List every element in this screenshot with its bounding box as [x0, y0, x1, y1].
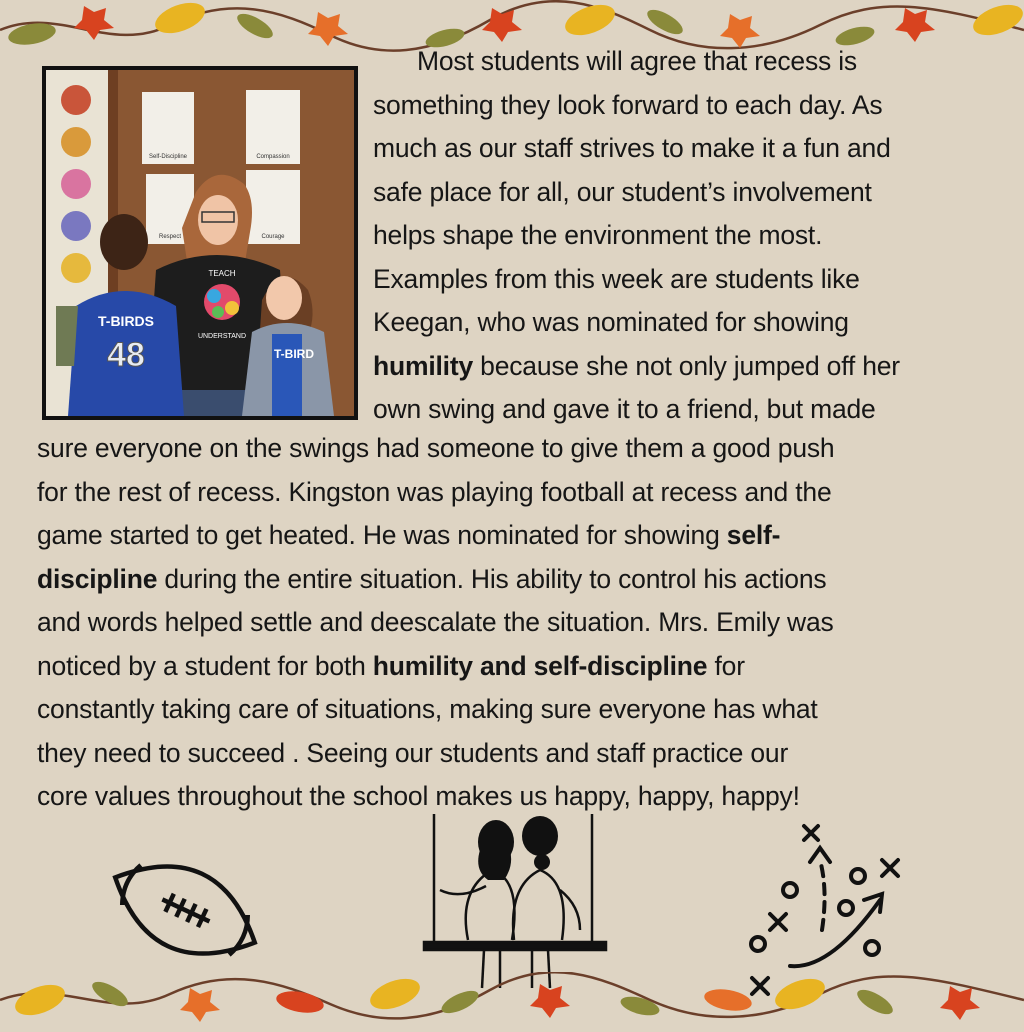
text-line: core values throughout the school makes us happy, happy, happy! — [37, 781, 800, 811]
text-line: helps shape the environment the most. — [373, 220, 823, 250]
text-line: own swing and gave it to a friend, but made — [373, 394, 876, 424]
svg-text:T-BIRD: T-BIRD — [274, 347, 314, 361]
text-line: constantly taking care of situations, making sure everyone has what — [37, 694, 818, 724]
svg-text:Courage: Courage — [261, 234, 285, 240]
text-line: much as our staff strives to make it a fun and — [373, 133, 891, 163]
text-line: they need to succeed . Seeing our students and staff practice our — [37, 737, 789, 768]
text-line: for the rest of recess. Kingston was playing football at recess and the — [37, 476, 832, 507]
emphasized-value: humility — [373, 350, 473, 381]
svg-text:TEACH: TEACH — [208, 269, 236, 278]
text-line: sure everyone on the swings had someone to give them a good push — [37, 433, 835, 463]
text-line: Keegan, who was nominated for showing — [373, 307, 849, 337]
svg-text:UNDERSTAND: UNDERSTAND — [197, 333, 247, 340]
leaf-icon — [11, 973, 980, 1022]
svg-text:Compassion: Compassion — [256, 154, 290, 160]
article-paragraph-bottom — [37, 427, 834, 819]
text-line: game started to get heated. He was nominated for showing self- — [37, 520, 781, 550]
svg-text:Respect: Respect — [158, 234, 182, 240]
staff-students-photo — [42, 66, 358, 420]
svg-text:T-BIRDS: T-BIRDS — [98, 313, 154, 329]
text-line: and words helped settle and deescalate the situation. Mrs. Emily was — [37, 607, 834, 637]
text-line: noticed by a student for both humility and self-discipline for — [37, 650, 745, 681]
article-paragraph-top — [373, 40, 900, 432]
text-line: Examples from this week are students like — [373, 263, 860, 294]
football-icon — [100, 840, 270, 980]
emphasized-value: humility and self-discipline — [372, 650, 708, 681]
emphasized-value: self- — [726, 520, 781, 550]
emphasized-value: discipline — [37, 563, 158, 594]
text-line: safe place for all, our student’s involvement — [373, 176, 872, 207]
svg-text:48: 48 — [107, 336, 145, 374]
text-line: something they look forward to each day. As — [373, 89, 883, 120]
text-line: humility because she not only jumped off her — [373, 350, 900, 381]
text-line: Most students will agree that recess is — [417, 46, 857, 76]
text-line: discipline during the entire situation. His ability to control his actions — [37, 563, 827, 594]
svg-text:Self-Discipline: Self-Discipline — [148, 154, 188, 160]
autumn-leaf-garland-bottom — [0, 972, 1024, 1032]
